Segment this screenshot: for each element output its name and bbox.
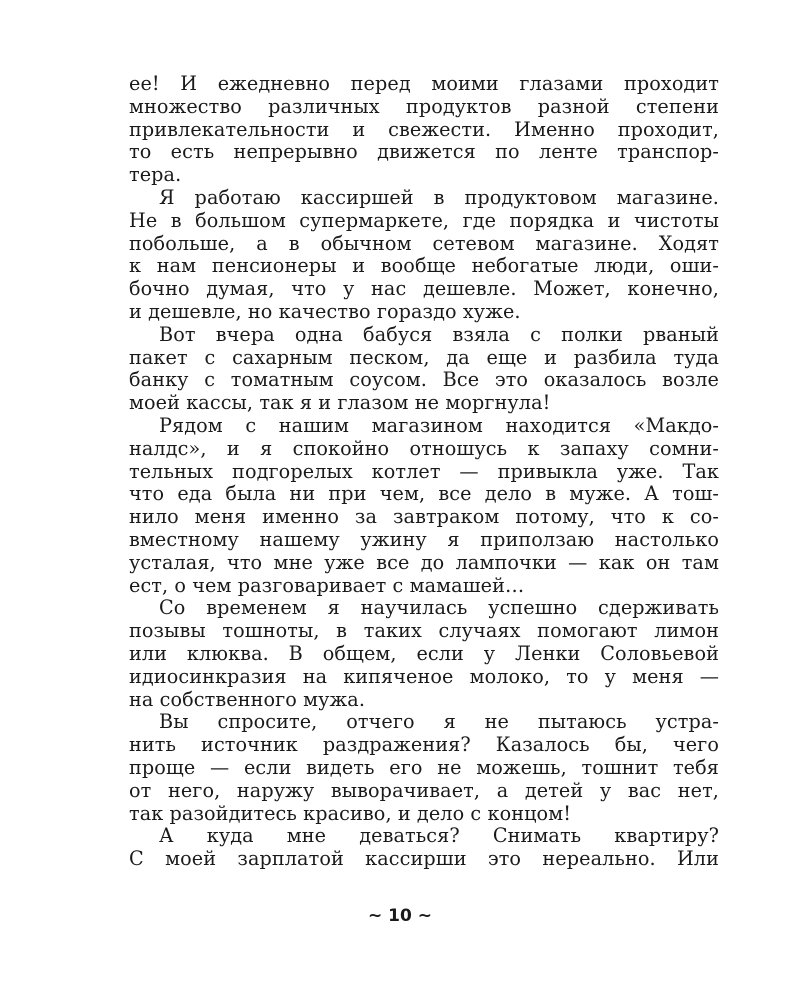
text-line: Не в большом супермаркете, где порядка и чистоты — [129, 208, 719, 232]
text-line: С моей зарплатой кассирши это нереально. Или — [129, 847, 719, 871]
text-line: привлекательности и свежести. Именно проходит, — [129, 117, 719, 141]
text-line: или клюква. В общем, если у Ленки Соловьевой — [129, 641, 719, 665]
paragraph — [129, 73, 719, 187]
text-line: от него, наружу выворачивает, а детей у вас нет, — [129, 778, 719, 802]
text-line: Вы спросите, отчего я не пытаюсь устра- — [159, 710, 719, 734]
text-line: позывы тошноты, в таких случаях помогают лимон — [129, 619, 719, 643]
page-text — [129, 73, 719, 871]
text-line: на собственного мужа. — [129, 687, 366, 711]
text-line: банку с томатным соусом. Все это оказалось возле — [129, 368, 719, 392]
text-line: пакет с сахарным песком, да еще и разбила туда — [129, 345, 719, 369]
text-line: тельных подгорелых котлет — привыкла уже. Так — [129, 459, 719, 483]
text-line: к нам пенсионеры и вообще небогатые люди, оши- — [129, 254, 719, 278]
text-line: вместному нашему ужину я приползаю настолько — [129, 527, 719, 551]
text-line: усталая, что мне уже все до лампочки — как он там — [129, 550, 719, 574]
paragraph — [129, 597, 719, 711]
page-number: ~ 10 ~ — [368, 906, 432, 926]
text-line: А куда мне деваться? Снимать квартиру? — [159, 824, 719, 848]
text-line: Со временем я научилась успешно сдерживать — [159, 596, 719, 620]
text-line: множество различных продуктов разной степени — [129, 94, 719, 118]
text-line: и дешевле, но качество гораздо хуже. — [129, 299, 521, 323]
text-line: нило меня именно за завтраком потому, что к со- — [129, 505, 719, 529]
text-line: тера. — [129, 163, 182, 187]
paragraph — [129, 187, 719, 324]
text-line: что еда была ни при чем, все дело в муже. А тош- — [129, 482, 719, 506]
text-line: то есть непрерывно движется по ленте транспор- — [129, 140, 719, 164]
text-line: так разойдитесь красиво, и дело с концом! — [129, 801, 572, 825]
paragraph — [129, 711, 719, 825]
text-line: моей кассы, так я и глазом не моргнула! — [129, 391, 551, 415]
text-line: нить источник раздражения? Казалось бы, чего — [129, 733, 719, 757]
text-line: идиосинкразия на кипяченое молоко, то у меня — — [129, 664, 719, 688]
text-line: Я работаю кассиршей в продуктовом магазине. — [159, 185, 719, 209]
text-line: бочно думая, что у нас дешевле. Может, конечно, — [129, 277, 719, 301]
text-line: ее! И ежедневно перед моими глазами проходит — [129, 72, 719, 95]
paragraph — [129, 415, 719, 597]
text-line: побольше, а в обычном сетевом магазине. Ходят — [129, 231, 719, 255]
text-line: Рядом с нашим магазином находится «Макдо- — [159, 413, 719, 437]
text-line: налдс», и я спокойно отношусь к запаху сомни- — [129, 436, 719, 460]
text-line: проще — если видеть его не можешь, тошнит тебя — [129, 755, 719, 779]
paragraph — [129, 324, 719, 415]
text-line: ест, о чем разговаривает с мамашей… — [129, 573, 525, 597]
paragraph — [129, 825, 719, 871]
text-line: Вот вчера одна бабуся взяла с полки рваный — [159, 322, 719, 346]
